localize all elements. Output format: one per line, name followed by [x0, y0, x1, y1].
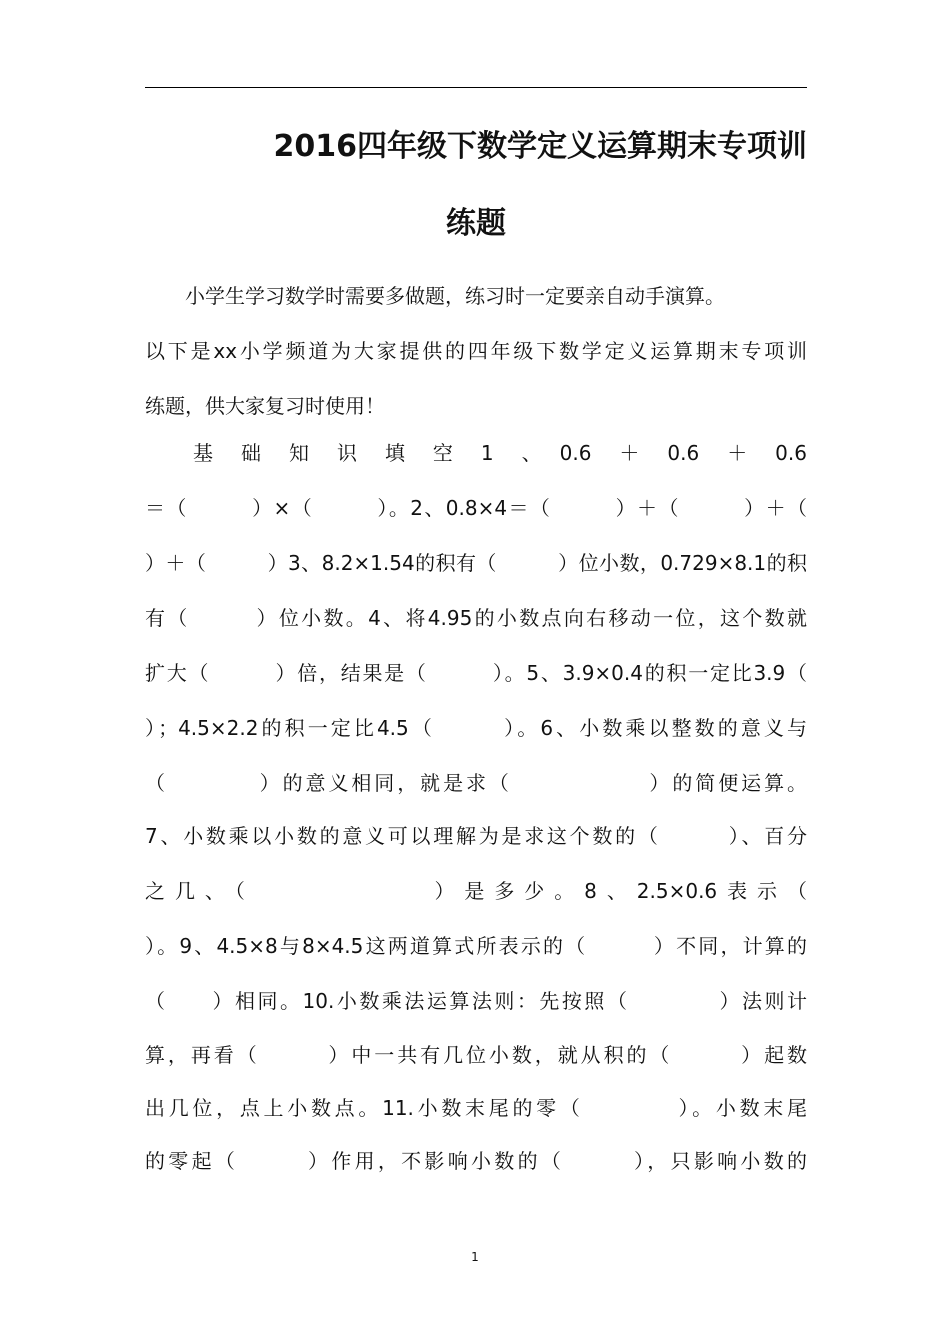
page-number: 1: [471, 1250, 479, 1264]
body-line-10: （ ）的意义相同，就是求（ ）的简便运算。: [145, 771, 807, 795]
body-line-8: 扩大（ ）倍，结果是（ ）。5、3.9×0.4的积一定比3.9（: [145, 661, 807, 685]
body-line-4: 基 础 知 识 填 空 1 、 0.6 ＋ 0.6 ＋ 0.6: [145, 441, 807, 465]
body-line-12: 之几、（ ）是多少。8、2.5×0.6表示（: [145, 879, 807, 903]
body-line-1: 小学生学习数学时需要多做题，练习时一定要亲自动手演算。: [145, 284, 725, 308]
body-line-9: ）；4.5×2.2的积一定比4.5（ ）。6、小数乘以整数的意义与: [145, 716, 807, 740]
body-line-15: 算，再看（ ）中一共有几位小数，就从积的（ ）起数: [145, 1043, 807, 1067]
body-line-5: ＝（ ）×（ ）。2、0.8×4＝（ ）＋（ ）＋（: [145, 496, 807, 520]
header-rule: [145, 87, 807, 88]
body-line-3: 练题，供大家复习时使用！: [145, 394, 385, 418]
body-line-11: 7、小数乘以小数的意义可以理解为是求这个数的（ ）、百分: [145, 824, 807, 848]
body-line-6: ）＋（ ）3、8.2×1.54的积有（ ）位小数，0.729×8.1的积: [145, 551, 807, 575]
body-line-16: 出几位，点上小数点。11.小数末尾的零（ ）。小数末尾: [145, 1096, 807, 1120]
body-line-7: 有（ ）位小数。4、将4.95的小数点向右移动一位，这个数就: [145, 606, 807, 630]
document-title-line-1: 2016四年级下数学定义运算期末专项训: [273, 129, 807, 164]
body-line-17: 的零起（ ）作用，不影响小数的（ ），只影响小数的: [145, 1149, 807, 1173]
body-line-13: ）。9、4.5×8与8×4.5这两道算式所表示的（ ）不同，计算的: [145, 934, 807, 958]
body-line-14: （ ）相同。10.小数乘法运算法则：先按照（ ）法则计: [145, 989, 807, 1013]
document-title-line-2: 练题: [446, 206, 506, 241]
body-line-2: 以下是xx小学频道为大家提供的四年级下数学定义运算期末专项训: [145, 339, 807, 363]
